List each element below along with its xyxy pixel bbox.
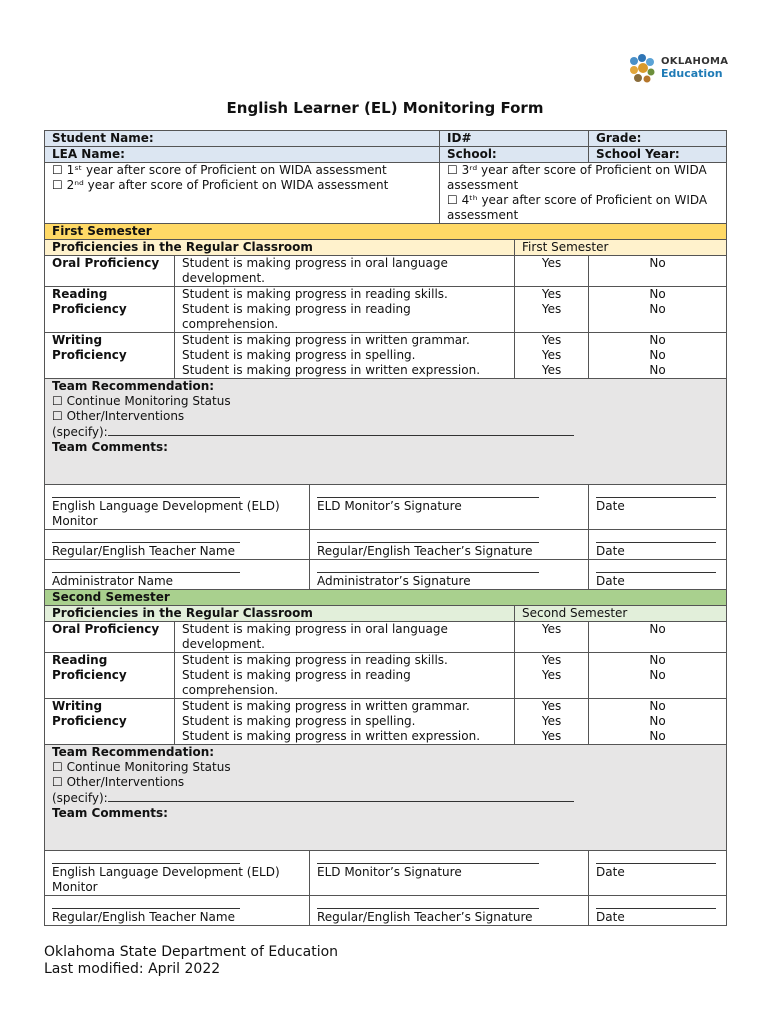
teacher-date-field[interactable]: [589, 530, 727, 560]
writing-yes-1[interactable]: Yes: [541, 333, 562, 347]
team-recommendation-block: [45, 745, 727, 851]
eld-date-field[interactable]: [589, 485, 727, 530]
oral-proficiency-label: Oral Proficiency: [45, 256, 175, 287]
eld-monitor-label: English Language Development (ELD) Monitor: [52, 499, 280, 528]
eld-date-field[interactable]: [589, 851, 727, 896]
team-recommendation-block: [45, 379, 727, 485]
writing-no-1[interactable]: No: [649, 699, 666, 713]
teacher-name-label: Regular/English Teacher Name: [52, 544, 235, 558]
reading-no-1[interactable]: No: [649, 287, 666, 301]
writing-no-3[interactable]: No: [649, 729, 666, 743]
writing-yes-1[interactable]: Yes: [541, 699, 562, 713]
eld-signature-label: ELD Monitor’s Signature: [317, 499, 462, 513]
admin-date-field[interactable]: [589, 560, 727, 590]
school-field[interactable]: School:: [440, 147, 589, 163]
teacher-name-label: Regular/English Teacher Name: [52, 910, 235, 924]
writing-item-2: Student is making progress in spelling.: [182, 348, 416, 362]
writing-yes-2[interactable]: Yes: [541, 348, 562, 362]
writing-no-2[interactable]: No: [649, 348, 666, 362]
date-label: Date: [596, 910, 625, 924]
reading-item-2: Student is making progress in reading comprehension.: [182, 668, 411, 697]
date-label: Date: [596, 865, 625, 879]
team-recommendation-label: Team Recommendation:: [52, 745, 215, 759]
writing-yes-3[interactable]: Yes: [541, 729, 562, 743]
admin-name-field[interactable]: [45, 560, 310, 590]
writing-proficiency-label: Writing Proficiency: [45, 699, 175, 745]
writing-items: [175, 699, 515, 745]
writing-yes-3[interactable]: Yes: [541, 363, 562, 377]
oral-no[interactable]: No: [589, 622, 727, 653]
team-recommendation-label: Team Recommendation:: [52, 379, 215, 393]
teacher-name-field[interactable]: [45, 530, 310, 560]
team-comments-label: Team Comments:: [52, 440, 168, 454]
year1-checkbox[interactable]: ☐ 1ˢᵗ year after score of Proficient on WIDA assessment: [52, 163, 387, 177]
reading-no: [589, 653, 727, 699]
eld-signature-label: ELD Monitor’s Signature: [317, 865, 462, 879]
second-semester-column: Second Semester: [515, 606, 727, 622]
reading-no-1[interactable]: No: [649, 653, 666, 667]
specify-field[interactable]: [52, 424, 719, 440]
reading-item-2: Student is making progress in reading comprehension.: [182, 302, 411, 331]
writing-no: [589, 333, 727, 379]
logo-text-oklahoma: OKLAHOMA: [661, 56, 729, 67]
first-semester-heading: First Semester: [45, 224, 727, 240]
reading-item-1: Student is making progress in reading skills.: [182, 653, 448, 667]
second-section-heading: Proficiencies in the Regular Classroom: [45, 606, 515, 622]
team-comments-label: Team Comments:: [52, 806, 168, 820]
admin-name-label: Administrator Name: [52, 574, 174, 588]
continue-monitoring-checkbox[interactable]: ☐ Continue Monitoring Status: [52, 394, 231, 408]
form-title: English Learner (EL) Monitoring Form: [226, 99, 544, 117]
continue-monitoring-checkbox[interactable]: ☐ Continue Monitoring Status: [52, 760, 231, 774]
second-semester-heading: Second Semester: [45, 590, 727, 606]
reading-no: [589, 287, 727, 333]
footer-modified: Last modified: April 2022: [44, 961, 221, 977]
footer-org: Oklahoma State Department of Education: [44, 944, 339, 960]
teacher-signature-label: Regular/English Teacher’s Signature: [317, 910, 533, 924]
eld-monitor-name-field[interactable]: [45, 485, 310, 530]
writing-yes: [515, 699, 589, 745]
school-year-field[interactable]: School Year:: [589, 147, 727, 163]
writing-no-1[interactable]: No: [649, 333, 666, 347]
writing-items: [175, 333, 515, 379]
reading-item-1: Student is making progress in reading skills.: [182, 287, 448, 301]
reading-yes-2[interactable]: Yes: [541, 302, 562, 316]
writing-item-3: Student is making progress in written expression.: [182, 363, 481, 377]
reading-no-2[interactable]: No: [649, 668, 666, 682]
date-label: Date: [596, 574, 625, 588]
admin-signature-field[interactable]: [310, 560, 589, 590]
teacher-signature-field[interactable]: [310, 896, 589, 926]
year3-checkbox[interactable]: ☐ 3ʳᵈ year after score of Proficient on WIDA assessment: [447, 163, 707, 192]
oral-item: Student is making progress in oral language development.: [175, 622, 515, 653]
oral-no[interactable]: No: [589, 256, 727, 287]
date-label: Date: [596, 499, 625, 513]
writing-yes-2[interactable]: Yes: [541, 714, 562, 728]
teacher-name-field[interactable]: [45, 896, 310, 926]
writing-proficiency-label: Writing Proficiency: [45, 333, 175, 379]
admin-signature-label: Administrator’s Signature: [317, 574, 471, 588]
year2-checkbox[interactable]: ☐ 2ⁿᵈ year after score of Proficient on WIDA assessment: [52, 178, 389, 192]
writing-item-3: Student is making progress in written expression.: [182, 729, 481, 743]
other-interventions-checkbox[interactable]: ☐ Other/Interventions: [52, 409, 185, 423]
specify-field[interactable]: [52, 790, 719, 806]
eld-monitor-label: English Language Development (ELD) Monitor: [52, 865, 280, 894]
first-semester-column: First Semester: [515, 240, 727, 256]
teacher-date-field[interactable]: [589, 896, 727, 926]
oral-yes[interactable]: Yes: [515, 256, 589, 287]
oklahoma-leaf-icon: [626, 52, 658, 86]
year-checkboxes-right: [440, 163, 727, 224]
writing-no: [589, 699, 727, 745]
oklahoma-education-logo: [626, 52, 736, 88]
teacher-signature-field[interactable]: [310, 530, 589, 560]
reading-yes-2[interactable]: Yes: [541, 668, 562, 682]
eld-monitor-signature-field[interactable]: [310, 851, 589, 896]
writing-yes: [515, 333, 589, 379]
year-checkboxes-left: [45, 163, 440, 224]
reading-yes: [515, 287, 589, 333]
writing-item-2: Student is making progress in spelling.: [182, 714, 416, 728]
writing-no-3[interactable]: No: [649, 363, 666, 377]
monitoring-form-table: [44, 130, 727, 926]
other-interventions-checkbox[interactable]: ☐ Other/Interventions: [52, 775, 185, 789]
eld-monitor-name-field[interactable]: [45, 851, 310, 896]
reading-items: [175, 287, 515, 333]
reading-yes-1[interactable]: Yes: [541, 287, 562, 301]
reading-no-2[interactable]: No: [649, 302, 666, 316]
year4-checkbox[interactable]: ☐ 4ᵗʰ year after score of Proficient on WIDA assessment: [447, 193, 708, 222]
oral-yes[interactable]: Yes: [515, 622, 589, 653]
grade-field[interactable]: Grade:: [589, 131, 727, 147]
first-section-heading: Proficiencies in the Regular Classroom: [45, 240, 515, 256]
footer: [44, 944, 338, 978]
date-label: Date: [596, 544, 625, 558]
id-field[interactable]: ID#: [440, 131, 589, 147]
oral-item: Student is making progress in oral language development.: [175, 256, 515, 287]
lea-name-field[interactable]: LEA Name:: [45, 147, 440, 163]
oral-proficiency-label: Oral Proficiency: [45, 622, 175, 653]
reading-proficiency-label: Reading Proficiency: [45, 653, 175, 699]
eld-monitor-signature-field[interactable]: [310, 485, 589, 530]
specify-label: (specify):: [52, 425, 108, 439]
writing-no-2[interactable]: No: [649, 714, 666, 728]
teacher-signature-label: Regular/English Teacher’s Signature: [317, 544, 533, 558]
student-name-field[interactable]: Student Name:: [45, 131, 440, 147]
logo-text-education: Education: [661, 67, 723, 80]
reading-yes-1[interactable]: Yes: [541, 653, 562, 667]
reading-yes: [515, 653, 589, 699]
writing-item-1: Student is making progress in written grammar.: [182, 333, 470, 347]
reading-proficiency-label: Reading Proficiency: [45, 287, 175, 333]
reading-items: [175, 653, 515, 699]
writing-item-1: Student is making progress in written grammar.: [182, 699, 470, 713]
specify-label: (specify):: [52, 791, 108, 805]
